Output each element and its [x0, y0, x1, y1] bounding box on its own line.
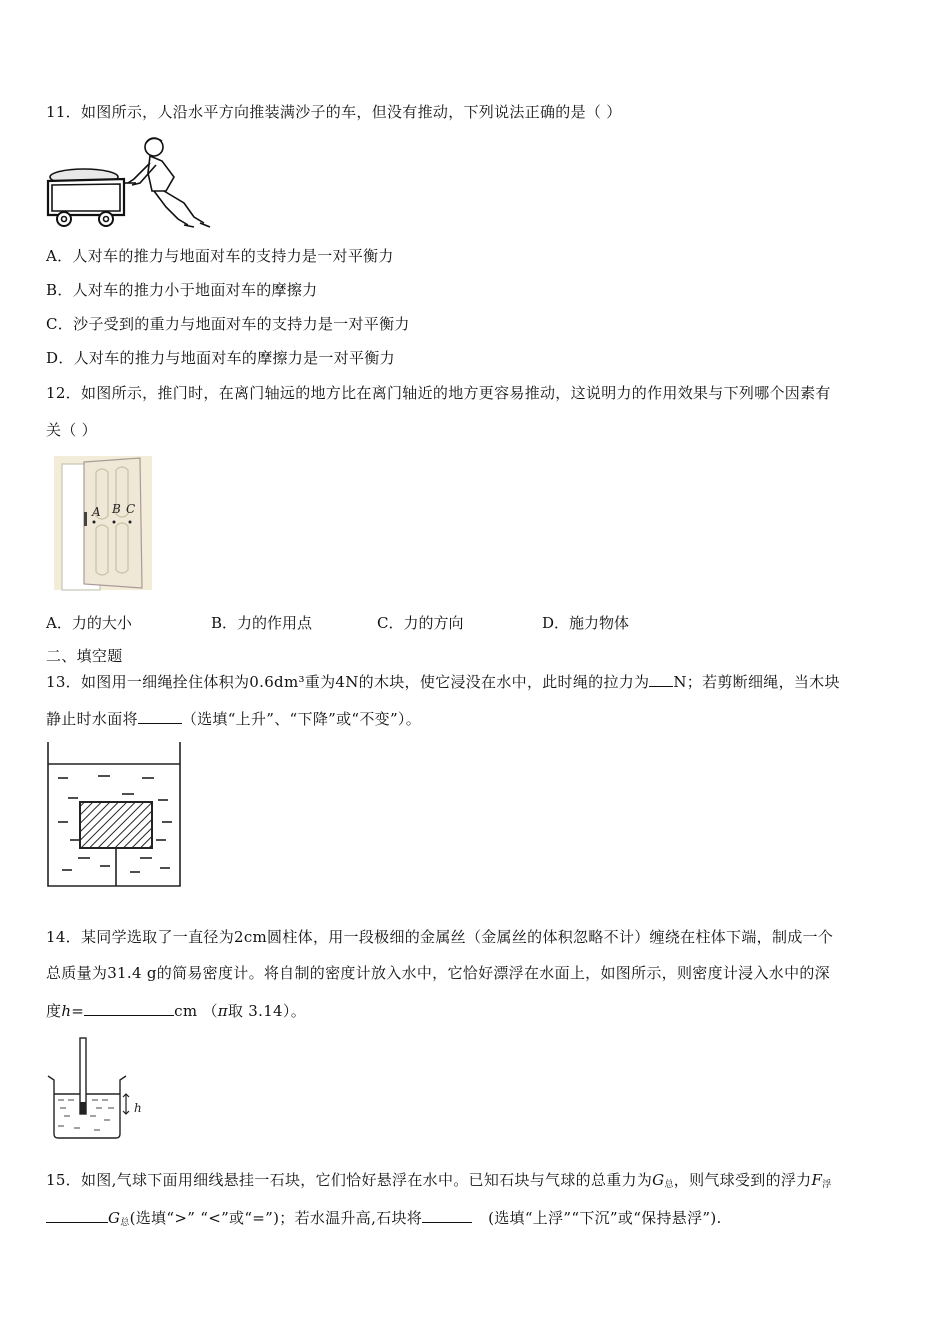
q15-var-g: G — [652, 1171, 665, 1189]
q15-text-4: (选填“上浮”“下沉”或“保持悬浮”). — [488, 1209, 722, 1227]
q12-stem-line2: 关（ ） — [46, 421, 97, 439]
q13-blank-2[interactable] — [138, 708, 182, 724]
q14-line1: 14．某同学选取了一直径为2cm圆柱体，用一段极细的金属丝（金属丝的体积忽略不计）缠绕在柱体下端，制成一个 — [46, 928, 834, 946]
q15-text-3: (选填“>” “<”或“=”)；若水温升高,石块将 — [129, 1209, 423, 1227]
q12-option-a: A．力的大小 — [46, 614, 132, 632]
q11-option-a: A．人对车的推力与地面对车的支持力是一对平衡力 — [46, 247, 394, 265]
section-heading: 二、填空题 — [46, 647, 123, 665]
q12-stem-line1: 12．如图所示，推门时，在离门轴远的地方比在离门轴近的地方更容易推动，这说明力的作用效果与下列哪个因素有 — [46, 384, 831, 402]
door-label-b: B — [112, 502, 121, 516]
q15-blank-2[interactable] — [422, 1207, 472, 1223]
q11-stem: 11．如图所示，人沿水平方向推装满沙子的车，但没有推动，下列说法正确的是（ ） — [46, 103, 622, 121]
q15-sub-zong: 总 — [664, 1180, 674, 1190]
q14-figure-densimeter — [46, 1036, 156, 1140]
q15-text-2: ，则气球受到的浮力 — [673, 1171, 812, 1189]
q14-text-2: cm （ — [174, 1002, 218, 1020]
door-label-a: A — [92, 505, 101, 519]
q15-sub-fu: 浮 — [822, 1180, 832, 1190]
q15-var-f: F — [811, 1171, 823, 1189]
q14-blank[interactable] — [84, 1000, 174, 1016]
q13-figure-block-in-water — [44, 740, 184, 888]
q14-line3 — [46, 1000, 306, 1021]
q15-text-1: 15．如图,气球下面用细线悬挂一石块，它们恰好悬浮在水中。已知石块与气球的总重力为 — [46, 1171, 653, 1189]
q14-line2: 总质量为31.4 g的简易密度计。将自制的密度计放入水中，它恰好漂浮在水面上，如图所示，则密度计浸入水中的深 — [46, 964, 830, 982]
q13-line1 — [46, 671, 840, 692]
q13-text-3: 静止时水面将 — [46, 710, 138, 728]
q11-option-c: C．沙子受到的重力与地面对车的支持力是一对平衡力 — [46, 315, 410, 333]
q15-sub-zong-2: 总 — [120, 1218, 130, 1228]
q14-var-h: h — [61, 1002, 72, 1020]
q15-line1 — [46, 1170, 832, 1195]
q15-var-g-2: G — [108, 1209, 121, 1227]
q14-text-eq: = — [71, 1002, 85, 1020]
densimeter-label-h: h — [134, 1101, 142, 1115]
q12-option-c: C．力的方向 — [377, 614, 464, 632]
q15-blank-1[interactable] — [46, 1207, 108, 1223]
q12-figure-door — [54, 456, 154, 592]
door-label-c: C — [126, 502, 136, 516]
q11-option-b: B．人对车的推力小于地面对车的摩擦力 — [46, 281, 318, 299]
q13-blank-1[interactable] — [649, 671, 673, 687]
q12-options — [46, 612, 746, 632]
q12-option-d: D．施力物体 — [542, 614, 630, 632]
q14-text-1: 度 — [46, 1002, 62, 1020]
q14-text-3: 取 3.14）。 — [227, 1002, 306, 1020]
q13-text-4: （选填“上升”、“下降”或“不变”）。 — [181, 710, 422, 728]
q13-text-1: 13．如图用一细绳拴住体积为0.6dm³重为4N的木块，使它浸没在水中，此时绳的拉力为 — [46, 673, 650, 691]
q13-line2 — [46, 708, 421, 729]
q11-option-d: D．人对车的推力与地面对车的摩擦力是一对平衡力 — [46, 349, 395, 367]
q15-line2 — [46, 1207, 722, 1233]
q14-var-pi: π — [217, 1002, 228, 1020]
q11-figure-push-cart — [44, 133, 216, 229]
q12-option-b: B．力的作用点 — [211, 614, 313, 632]
q13-text-2: N；若剪断细绳，当木块 — [673, 673, 840, 691]
